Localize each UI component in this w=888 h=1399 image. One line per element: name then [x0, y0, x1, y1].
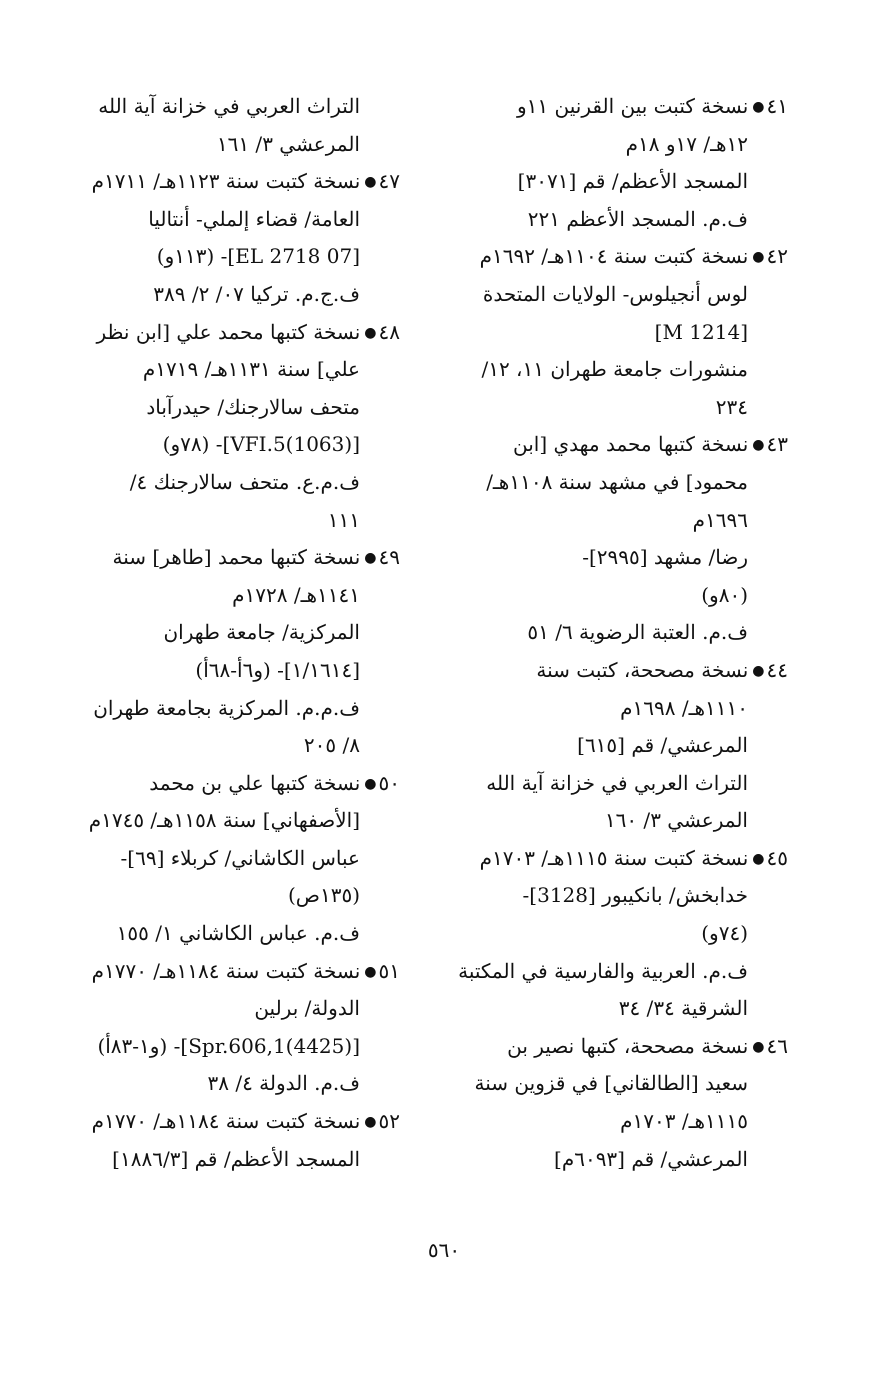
entry-line	[440, 802, 788, 840]
entry-text: ف.م.م. المركزية بجامعة طهران	[93, 695, 360, 720]
entry-text: ٢٣٤	[715, 394, 748, 419]
entry-text: (١٣٥ص)	[287, 883, 360, 908]
entry-line	[62, 577, 400, 615]
entry-heading-line	[62, 539, 400, 577]
entry-line	[62, 1141, 400, 1179]
entry-text: نسخة مصححة، كتبها نصير بن	[507, 1033, 749, 1058]
entry-heading-line	[440, 1028, 788, 1066]
page-number: ٥٦٠	[427, 1238, 461, 1262]
entry-heading-line	[440, 238, 788, 276]
entry-line	[440, 464, 788, 502]
entry-line	[62, 840, 400, 878]
entry-text: نسخة كتبها محمد مهدي [ابن	[513, 432, 749, 457]
entry-text: الدولة/ برلين	[254, 996, 360, 1021]
entry-heading-line	[62, 1103, 400, 1141]
entry-text: ف.م. العربية والفارسية في المكتبة	[458, 958, 748, 983]
entry-line	[440, 126, 788, 164]
bullet-icon: ●	[752, 437, 765, 454]
entry-line	[440, 915, 788, 953]
entry-text: [(1063)VFI.5]- (٧٨و)	[162, 432, 360, 457]
entry-line	[62, 276, 400, 314]
entry-line	[62, 802, 400, 840]
entry-text: المسجد الأعظم/ قم [٣٠٧١]	[517, 169, 748, 194]
entry-text: ف.م. المسجد الأعظم ٢٢١	[527, 206, 748, 231]
entry-text: نسخة كتبت سنة ١١٨٤هـ/ ١٧٧٠م	[91, 958, 361, 983]
entry-line	[440, 314, 788, 352]
entry-line	[62, 1065, 400, 1103]
entry-text: ١٢هـ/ ١٧و ١٨م	[625, 131, 748, 156]
entry-line	[62, 389, 400, 427]
entry-text: (٧٤و)	[701, 921, 748, 946]
entry-number: ٤٩	[378, 545, 400, 570]
entry-line	[62, 1028, 400, 1066]
entry-line	[62, 652, 400, 690]
bullet-icon: ●	[364, 963, 377, 980]
entry-text: ١١١	[327, 507, 360, 532]
entry-line	[62, 351, 400, 389]
entry-line	[440, 201, 788, 239]
entry-text: التراث العربي في خزانة آية الله	[486, 770, 748, 795]
entry-text: نسخة كتبها محمد [طاهر] سنة	[112, 545, 361, 570]
bullet-icon: ●	[752, 662, 765, 679]
entry-text: ٨/ ٢٠٥	[303, 733, 360, 758]
entry-text: نسخة كتبت سنة ١١٢٣هـ/ ١٧١١م	[91, 169, 361, 194]
entry-text: المرعشي ٣/ ١٦٠	[604, 808, 748, 833]
entry-line	[62, 877, 400, 915]
entry-number: ٤٨	[378, 319, 400, 344]
entry-text: ف.م. العتبة الرضوية ٦/ ٥١	[527, 620, 748, 645]
entry-text: [07 EL 2718]- (١١٣و)	[156, 244, 360, 269]
bullet-icon: ●	[364, 174, 377, 191]
entry-heading-line	[62, 765, 400, 803]
entry-line	[440, 953, 788, 991]
entry-heading-line	[440, 88, 788, 126]
entry-number: ٤٤	[766, 657, 788, 682]
entry-line	[440, 614, 788, 652]
bullet-icon: ●	[752, 850, 765, 867]
entry-text: الشرقية ٣٤/ ٣٤	[618, 996, 748, 1021]
entry-text: المرعشي/ قم [٦١٥]	[577, 733, 748, 758]
entry-line	[440, 577, 788, 615]
entry-text: نسخة كتبت سنة ١١٠٤هـ/ ١٦٩٢م	[479, 244, 749, 269]
entry-text: [M 1214]	[654, 319, 748, 344]
entry-line	[62, 464, 400, 502]
entry-line	[62, 690, 400, 728]
entry-line	[440, 765, 788, 803]
entry-line	[440, 1141, 788, 1179]
entry-number: ٥١	[378, 958, 400, 983]
entry-text: ١١٤١هـ/ ١٧٢٨م	[232, 582, 360, 607]
entry-number: ٤٥	[766, 845, 788, 870]
entry-text: المرعشي ٣/ ١٦١	[216, 131, 360, 156]
entry-text: نسخة كتبها محمد علي [ابن نظر	[96, 319, 361, 344]
entry-text: ١١١٥هـ/ ١٧٠٣م	[620, 1109, 748, 1134]
entry-line	[62, 614, 400, 652]
bullet-icon: ●	[364, 1114, 377, 1131]
entry-heading-line	[440, 426, 788, 464]
entry-text: المرعشي/ قم [٦٠٩٣م]	[554, 1146, 748, 1171]
entry-line	[440, 1065, 788, 1103]
entry-line	[440, 727, 788, 765]
entry-text: ف.م. عباس الكاشاني ١/ ١٥٥	[116, 921, 360, 946]
entry-number: ٤٢	[766, 244, 788, 269]
entry-text: رضا/ مشهد [٢٩٩٥]-	[582, 545, 748, 570]
bullet-icon: ●	[752, 99, 765, 115]
entry-text: المسجد الأعظم/ قم [١٨٨٦/٣]	[112, 1146, 360, 1171]
bullet-icon: ●	[752, 1038, 765, 1055]
entry-line	[440, 990, 788, 1028]
entry-text: [(4425)Spr.606,1]- (و١-٨٣أ)	[97, 1033, 360, 1058]
right-column	[440, 88, 788, 1178]
entry-number: ٤٧	[378, 169, 400, 194]
entry-line	[62, 727, 400, 765]
entry-text: (٨٠و)	[701, 582, 748, 607]
entry-text: نسخة كتبها علي بن محمد	[149, 770, 361, 795]
entry-number: ٥٠	[378, 770, 400, 795]
entry-heading-line	[440, 840, 788, 878]
entry-line	[62, 990, 400, 1028]
entry-text: نسخة كتبت سنة ١١٨٤هـ/ ١٧٧٠م	[91, 1109, 361, 1134]
entry-line	[440, 539, 788, 577]
entry-number: ٥٢	[378, 1109, 400, 1134]
entry-line	[440, 276, 788, 314]
entry-number: ٤٣	[766, 432, 788, 457]
entry-line	[440, 877, 788, 915]
entry-heading-line	[62, 314, 400, 352]
entry-text: نسخة كتبت سنة ١١١٥هـ/ ١٧٠٣م	[479, 845, 749, 870]
entry-line	[62, 502, 400, 540]
entry-text: المركزية/ جامعة طهران	[163, 620, 360, 645]
entry-line	[62, 238, 400, 276]
entry-heading-line	[62, 953, 400, 991]
bullet-icon: ●	[752, 249, 765, 266]
entry-text: ١٦٩٦م	[692, 507, 748, 532]
entry-line	[440, 163, 788, 201]
entry-text: [الأصفهاني] سنة ١١٥٨هـ/ ١٧٤٥م	[88, 808, 360, 833]
bullet-icon: ●	[364, 324, 377, 341]
entry-text: [١/١٦١٤]- (و٦أ-٦٨أ)	[195, 657, 360, 682]
entry-line	[440, 389, 788, 427]
entry-text: العامة/ قضاء إلملي- أنتاليا	[148, 206, 360, 231]
bullet-icon: ●	[364, 550, 377, 567]
entry-line	[62, 126, 400, 164]
entry-text: ف.ج.م. تركيا ٠٧/ ٢/ ٣٨٩	[153, 281, 360, 306]
entry-text: ١١١٠هـ/ ١٦٩٨م	[620, 695, 748, 720]
entry-heading-line	[440, 652, 788, 690]
entry-text: خدابخش/ بانكيبور [3128]-	[522, 883, 748, 908]
entry-text: نسخة كتبت بين القرنين ١١و	[516, 94, 749, 118]
entry-line	[62, 201, 400, 239]
entry-text: لوس أنجيلوس- الولايات المتحدة	[482, 281, 748, 306]
entry-line	[440, 1103, 788, 1141]
entry-text: ف.م. الدولة ٤/ ٣٨	[207, 1071, 360, 1096]
entry-text: نسخة مصححة، كتبت سنة	[536, 657, 749, 682]
entry-number: ٤٦	[766, 1033, 788, 1058]
entry-number: ٤١	[766, 94, 788, 118]
entry-text: علي] سنة ١١٣١هـ/ ١٧١٩م	[142, 357, 360, 382]
entry-text: متحف سالارجنك/ حيدرآباد	[146, 394, 360, 419]
bullet-icon: ●	[364, 775, 377, 792]
entry-line	[440, 502, 788, 540]
entry-line	[62, 915, 400, 953]
entry-heading-line	[62, 163, 400, 201]
left-column	[62, 88, 400, 1178]
entry-line	[440, 690, 788, 728]
entry-text: منشورات جامعة طهران ١١، ١٢/	[481, 357, 748, 382]
entry-text: التراث العربي في خزانة آية الله	[98, 94, 360, 118]
entry-line	[440, 351, 788, 389]
entry-text: سعيد [الطالقاني] في قزوين سنة	[474, 1071, 748, 1096]
entry-text: ف.م.ع. متحف سالارجنك ٤/	[129, 469, 360, 494]
entry-line	[62, 88, 400, 126]
entry-line	[62, 426, 400, 464]
entry-text: محمود] في مشهد سنة ١١٠٨هـ/	[486, 469, 748, 494]
entry-text: عباس الكاشاني/ كربلاء [٦٩]-	[120, 845, 360, 870]
